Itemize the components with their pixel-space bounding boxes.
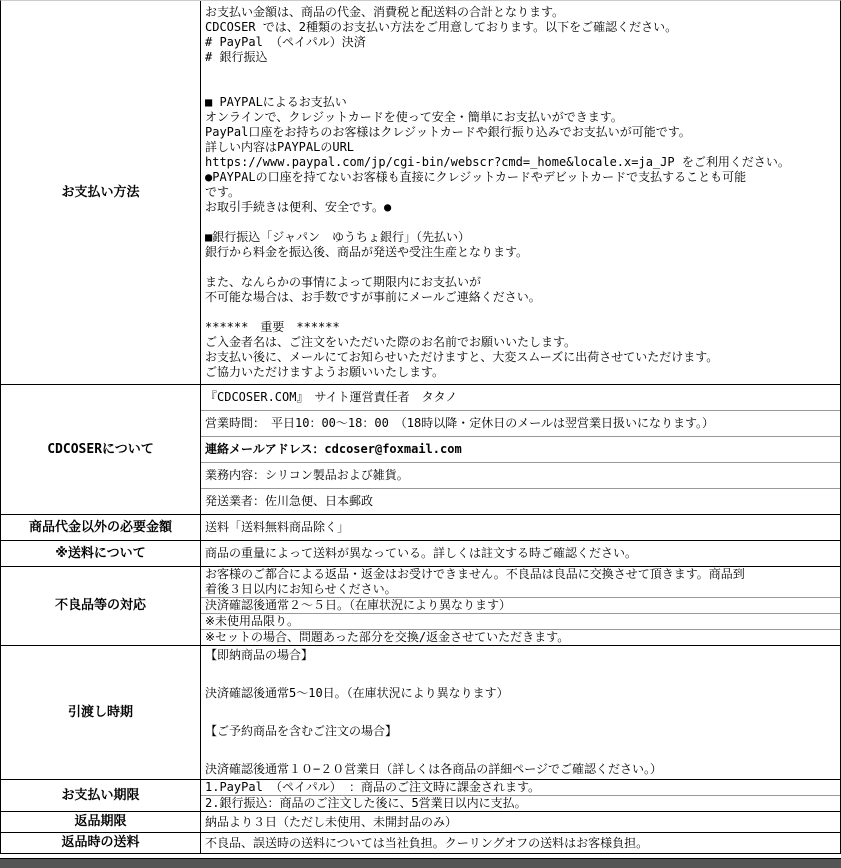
row-section bbox=[201, 795, 840, 811]
text-line: 業務内容：シリコン製品および雑貨。 bbox=[205, 468, 409, 482]
row-content bbox=[201, 646, 840, 779]
text-line: 発送業者：佐川急便、日本郵政 bbox=[205, 494, 374, 508]
row-header: ※送料について bbox=[1, 541, 201, 566]
row-section bbox=[201, 385, 840, 410]
row-header: CDCOSERについて bbox=[1, 385, 201, 514]
row-section bbox=[201, 410, 840, 436]
text-line: CDCOSER では、2種類のお支払い方法をご用意しております。以下をご確認ください。 bbox=[205, 20, 678, 34]
text-line: # 銀行振込 bbox=[205, 50, 268, 64]
text-line: お支払い金額は、商品の代金、消費税と配送料の合計となります。 bbox=[205, 5, 565, 19]
row-header: 商品代金以外の必要金額 bbox=[1, 515, 201, 540]
text-line: 決済確認後通常２〜５日。（在庫状況により異なります） bbox=[205, 598, 512, 612]
text-line: # PayPal （ペイパル）決済 bbox=[205, 35, 366, 49]
text-line: お取引手続きは便利、安全です。● bbox=[205, 200, 392, 214]
text-line: PayPal口座をお持ちのお客様はクレジットカードや銀行振り込みでお支払いが可能です。 bbox=[205, 125, 691, 139]
bottom-dark-bar bbox=[0, 858, 841, 868]
text-line: 詳しい内容はPAYPALのURL bbox=[205, 140, 355, 154]
text-line bbox=[205, 215, 836, 230]
text-line: 銀行から料金を振込後、商品が発送や受注生産となります。 bbox=[205, 245, 529, 259]
text-line: 【ご予約商品を含むご注文の場合】 bbox=[205, 724, 398, 738]
text-line: ■銀行振込「ジャパン ゆうちょ銀行」（先払い） bbox=[205, 230, 470, 244]
text-line: ご入金者名は、ご注文をいただいた際のお名前でお願いいたします。 bbox=[205, 335, 577, 349]
text-line: ●PAYPALの口座を持てないお客様も直接にクレジットカードやデビットカードで支払することも可能 bbox=[205, 170, 747, 184]
row-section bbox=[201, 1, 840, 384]
row-section bbox=[201, 541, 840, 566]
row-header: お支払い期限 bbox=[1, 780, 201, 811]
text-line bbox=[205, 260, 836, 275]
text-line bbox=[205, 665, 836, 684]
text-line: 商品の重量によって送料が異なっている。詳しくは註文する時ご確認ください。 bbox=[205, 546, 638, 560]
row-section bbox=[201, 488, 840, 514]
row-content bbox=[201, 567, 840, 645]
text-line: 不良品、誤送時の送料については当社負担。クーリングオフの送料はお客様負担。 bbox=[205, 835, 649, 850]
table-row bbox=[1, 567, 840, 646]
text-line: です。 bbox=[205, 185, 241, 199]
text-line: ****** 重要 ****** bbox=[205, 320, 340, 334]
text-line: 送料「送料無料商品除く」 bbox=[205, 520, 350, 534]
text-line: 営業時間： 平日10：00〜18：00 （18時以降・定休日のメールは翌営業日扱いになります。） bbox=[205, 416, 715, 430]
row-section bbox=[201, 597, 840, 613]
row-content bbox=[201, 812, 840, 832]
row-header: 返品期限 bbox=[1, 812, 201, 832]
table-row bbox=[1, 780, 840, 812]
row-content bbox=[201, 1, 840, 384]
row-section bbox=[201, 462, 840, 488]
row-content bbox=[201, 833, 840, 853]
text-line: オンラインで、クレジットカードを使って安全・簡単にお支払いができます。 bbox=[205, 110, 623, 124]
text-line: ※セットの場合、問題あった部分を交換/返金させていただきます。 bbox=[205, 630, 570, 644]
row-content bbox=[201, 515, 840, 540]
row-section bbox=[201, 629, 840, 645]
text-line: 納品より３日（ただし未使用、未開封品のみ） bbox=[205, 814, 458, 829]
row-content bbox=[201, 541, 840, 566]
text-line: 【即納商品の場合】 bbox=[205, 648, 314, 662]
row-header: 不良品等の対応 bbox=[1, 567, 201, 645]
text-line bbox=[205, 65, 836, 80]
row-section bbox=[201, 567, 840, 597]
row-section bbox=[201, 436, 840, 462]
text-line bbox=[205, 80, 836, 95]
text-line: 2.銀行振込：商品のご注文した後に、5営業日以内に支払。 bbox=[205, 796, 527, 810]
table-row bbox=[1, 1, 840, 385]
text-line: ご協力いただけますようお願いいたします。 bbox=[205, 365, 445, 379]
text-line: 1.PayPal （ペイパル） ：商品のご注文時に課金されます。 bbox=[205, 780, 541, 794]
text-line: 不可能な場合は、お手数ですが事前にメールご連絡ください。 bbox=[205, 290, 541, 304]
text-line: 連絡メールアドレス：cdcoser@foxmail.com bbox=[205, 442, 462, 456]
row-section bbox=[201, 646, 840, 779]
text-line: 『CDCOSER.COM』 サイト運営責任者 タタノ bbox=[205, 390, 458, 404]
text-line bbox=[205, 703, 836, 722]
text-line: ■ PAYPALによるお支払い bbox=[205, 95, 347, 109]
table-row bbox=[1, 646, 840, 780]
text-line bbox=[205, 741, 836, 760]
row-content bbox=[201, 385, 840, 514]
text-line: お支払い後に、メールにてお知らせいただけますと、大変スムーズに出荷させていただけます。 bbox=[205, 350, 719, 364]
text-line: ※未使用品限り。 bbox=[205, 614, 300, 628]
text-line: 決済確認後通常１０−２０営業日（詳しくは各商品の詳細ページでご確認ください。） bbox=[205, 762, 662, 776]
table-row bbox=[1, 515, 840, 541]
text-line: 着後３日以内にお知らせください。 bbox=[205, 582, 397, 596]
row-section bbox=[201, 780, 840, 795]
row-section bbox=[201, 834, 840, 853]
text-line: お客様のご都合による返品・返金はお受けできません。不良品は良品に交換させて頂きます。商品到 bbox=[205, 567, 745, 581]
row-section bbox=[201, 515, 840, 540]
row-content bbox=[201, 780, 840, 811]
table-row bbox=[1, 812, 840, 833]
table-row bbox=[1, 833, 840, 854]
table-row bbox=[1, 385, 840, 515]
text-line bbox=[205, 305, 836, 320]
text-line: 決済確認後通常5〜10日。（在庫状況により異なります） bbox=[205, 686, 509, 700]
text-line: また、なんらかの事情によって期限内にお支払いが bbox=[205, 275, 482, 289]
row-header: 返品時の送料 bbox=[1, 833, 201, 853]
row-header: お支払い方法 bbox=[1, 1, 201, 384]
table-row bbox=[1, 541, 840, 567]
row-section bbox=[201, 613, 840, 629]
row-section bbox=[201, 813, 840, 832]
row-header: 引渡し時期 bbox=[1, 646, 201, 779]
text-line: https://www.paypal.com/jp/cgi-bin/webscr?cmd=_home&locale.x=ja_JP をご利用ください。 bbox=[205, 155, 790, 169]
